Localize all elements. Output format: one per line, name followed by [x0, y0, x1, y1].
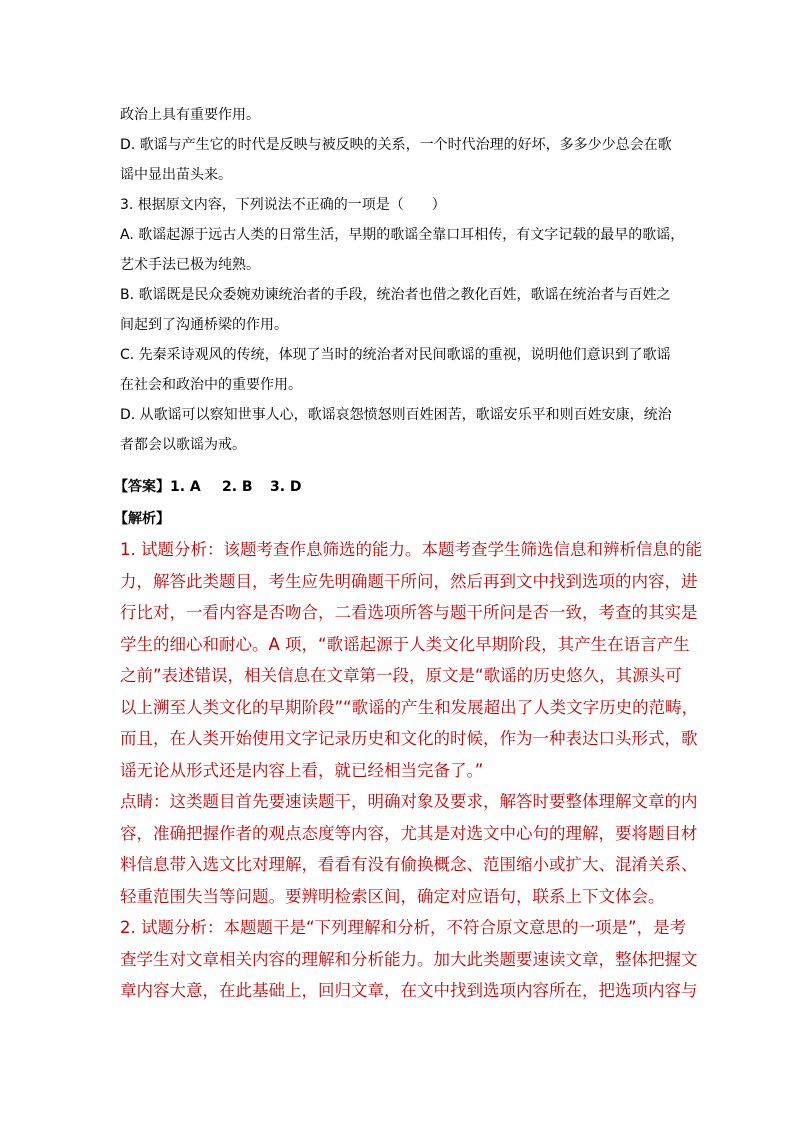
analysis-line: 学生的细心和耐心。A 项，“歌谣起源于人类文化早期阶段，其产生在语言产生 [120, 634, 690, 654]
text-line: 政治上具有重要作用。 [120, 107, 260, 123]
analysis-line: 之前”表述错误，相关信息在文章第一段，原文是“歌谣的历史悠久，其源头可 [120, 666, 682, 685]
analysis-line: 而且，在人类开始使用文字记录历史和文化的时候，作为一种表达口头形式，歌 [120, 729, 698, 748]
dianjing-line: 料信息带入选文比对理解，看看有没有偷换概念、范围缩小或扩大、混淆关系、 [120, 855, 698, 874]
answer-item: 2. B [222, 479, 253, 495]
analysis-text-block [120, 534, 702, 1007]
text-line: 者都会以歌谣为戒。 [120, 437, 246, 453]
analysis-line: 章内容大意，在此基础上，回归文章，在文中找到选项内容所在，把选项内容与 [120, 981, 698, 1000]
analysis-heading [114, 504, 674, 534]
analysis-line: 力，解答此类题目，考生应先明确题干所问，然后再到文中找到选项的内容，进 [120, 571, 698, 591]
analysis-label: 【解析】 [114, 511, 170, 527]
dianjing-line: 点睛：这类题目首先要速读题干，明确对象及要求，解答时要整体理解文章的内 [120, 792, 698, 811]
answer-line [114, 472, 674, 502]
dianjing-line: 容，准确把握作者的观点态度等内容，尤其是对选文中心句的理解，要将题目材 [120, 823, 698, 843]
analysis-line: 以上溯至人类文化的早期阶段”“歌谣的产生和发展超出了人类文字历史的范畴， [120, 697, 699, 717]
dianjing-line: 轻重范围失当等问题。要辨明检索区间，确定对应语句，联系上下文体会。 [120, 886, 665, 906]
question-3-stem: 3. 根据原文内容，下列说法不正确的一项是（ ） [120, 197, 446, 213]
text-line: 在社会和政治中的重要作用。 [120, 377, 302, 393]
answer-item: 1. A [170, 479, 201, 495]
option-b-line: B. 歌谣既是民众委婉劝谏统治者的手段，统治者也借之教化百姓，歌谣在统治者与百姓之 [120, 287, 671, 303]
text-line: 间起到了沟通桥梁的作用。 [120, 317, 288, 333]
answer-item: 3. D [270, 479, 302, 495]
analysis-line: 查学生对文章相关内容的理解和分析能力。加大此类题要速读文章，整体把握文 [120, 949, 698, 969]
analysis-line: 1. 试题分析：该题考查作息筛选的能力。本题考查学生筛选信息和辨析信息的能 [120, 540, 702, 559]
answer-label: 【答案】 [114, 479, 170, 495]
question-text-block [120, 100, 685, 460]
option-c-line: C. 先秦采诗观风的传统，体现了当时的统治者对民间歌谣的重视，说明他们意识到了歌谣 [120, 347, 671, 363]
text-line: 艺术手法已极为纯熟。 [120, 257, 260, 273]
option-a-line: A. 歌谣起源于远古人类的日常生活，早期的歌谣全靠口耳相传，有文字记载的最早的歌谣， [120, 227, 685, 243]
option-d-line: D. 从歌谣可以察知世事人心，歌谣哀怨愤怒则百姓困苦，歌谣安乐平和则百姓安康，统治 [120, 407, 672, 423]
analysis-line: 行比对，一看内容是否吻合，二看选项所答与题干所问是否一致，考查的其实是 [120, 603, 698, 622]
analysis-line: 2. 试题分析：本题题干是“下列理解和分析，不符合原文意思的一项是”，是考 [120, 918, 687, 937]
analysis-line: 谣无论从形式还是内容上看，就已经相当完备了。” [120, 760, 484, 780]
option-d-line: D. 歌谣与产生它的时代是反映与被反映的关系，一个时代治理的好坏，多多少少总会在歌 [120, 137, 672, 153]
text-line: 谣中显出苗头来。 [120, 167, 232, 183]
